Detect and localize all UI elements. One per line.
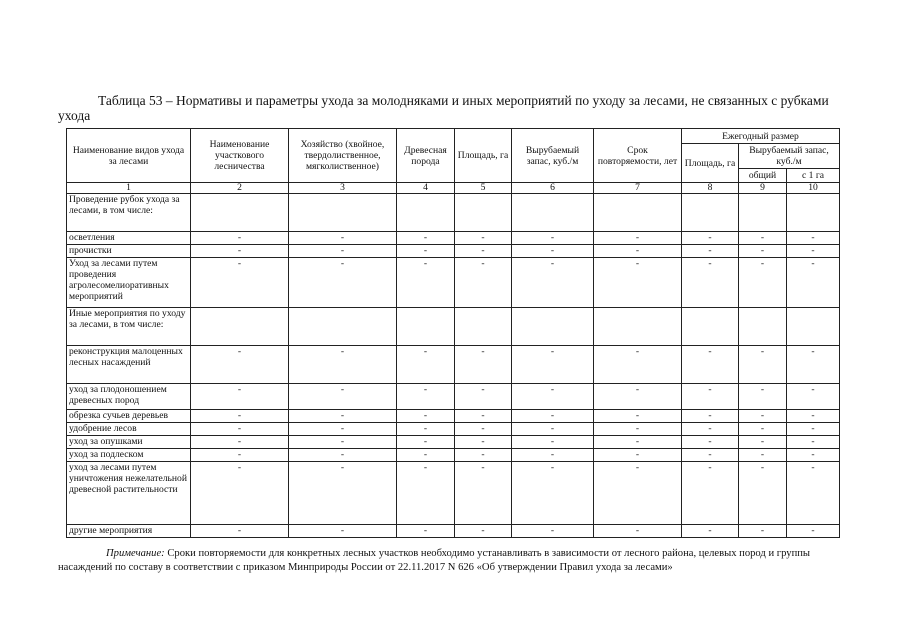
table-cell xyxy=(739,308,787,346)
table-row xyxy=(67,194,840,232)
column-numbers-row xyxy=(67,183,840,194)
table-cell: - xyxy=(512,258,594,308)
table-cell: - xyxy=(682,346,739,384)
footnote xyxy=(58,547,848,575)
table-cell xyxy=(787,194,840,232)
table-cell: - xyxy=(594,232,682,245)
footnote-text: Сроки повторяемости для конкретных лесных участков необходимо устанавливать в зависимости от лесного района, целевых пород и группы насаждений по составу в соответствии с приказом Минприроды России от 22.11.2017 N 626 «Об утверждении Правил ухода за лесами» xyxy=(58,548,811,573)
header-kind: Наименование видов ухода за лесами xyxy=(67,129,191,183)
header-annual-area: Площадь, га xyxy=(682,144,739,183)
table-cell: - xyxy=(191,436,289,449)
table-cell: - xyxy=(787,346,840,384)
table-cell: - xyxy=(191,410,289,423)
header-period: Срок повторяемости, лет xyxy=(594,129,682,183)
row-name: Проведение рубок ухода за лесами, в том числе: xyxy=(67,194,191,232)
table-cell: - xyxy=(397,436,455,449)
table-cell: - xyxy=(397,410,455,423)
header-area: Площадь, га xyxy=(455,129,512,183)
table-cell: - xyxy=(289,245,397,258)
table-cell: - xyxy=(787,436,840,449)
table-cell: - xyxy=(787,384,840,410)
table-cell: - xyxy=(787,462,840,525)
row-name: удобрение лесов xyxy=(67,423,191,436)
table-cell: - xyxy=(455,449,512,462)
forest-care-table xyxy=(66,128,840,538)
table-cell: - xyxy=(787,245,840,258)
table-cell: - xyxy=(594,258,682,308)
table-cell: - xyxy=(682,245,739,258)
table-cell: - xyxy=(739,384,787,410)
table-cell: - xyxy=(191,423,289,436)
row-name: уход за плодоношением древесных пород xyxy=(67,384,191,410)
table-cell: - xyxy=(397,462,455,525)
column-number: 5 xyxy=(455,183,512,194)
table-cell: - xyxy=(682,525,739,538)
table-cell xyxy=(289,194,397,232)
table-cell: - xyxy=(397,423,455,436)
table-cell xyxy=(682,308,739,346)
table-cell: - xyxy=(594,410,682,423)
column-number: 3 xyxy=(289,183,397,194)
table-row xyxy=(67,423,840,436)
table-cell: - xyxy=(682,462,739,525)
table-cell: - xyxy=(289,410,397,423)
table-cell xyxy=(682,194,739,232)
table-cell: - xyxy=(787,232,840,245)
row-name: обрезка сучьев деревьев xyxy=(67,410,191,423)
table-cell: - xyxy=(512,436,594,449)
table-cell: - xyxy=(397,384,455,410)
table-cell: - xyxy=(289,462,397,525)
table-cell: - xyxy=(397,232,455,245)
table-cell: - xyxy=(289,232,397,245)
table-cell: - xyxy=(739,525,787,538)
table-title: Таблица 53 – Нормативы и параметры ухода за молодняками и иных мероприятий по уходу за лесами, не связанных с рубками ухода xyxy=(58,93,829,123)
table-cell: - xyxy=(397,449,455,462)
table-cell: - xyxy=(397,346,455,384)
table-cell: - xyxy=(455,436,512,449)
table-cell: - xyxy=(455,462,512,525)
column-number: 7 xyxy=(594,183,682,194)
table-cell: - xyxy=(512,346,594,384)
table-row xyxy=(67,258,840,308)
column-number: 2 xyxy=(191,183,289,194)
table-cell: - xyxy=(289,436,397,449)
table-cell: - xyxy=(191,232,289,245)
table-row xyxy=(67,449,840,462)
table-cell xyxy=(787,308,840,346)
table-cell: - xyxy=(787,449,840,462)
table-cell: - xyxy=(455,410,512,423)
table-cell: - xyxy=(289,384,397,410)
column-number: 4 xyxy=(397,183,455,194)
table-cell: - xyxy=(512,525,594,538)
table-cell xyxy=(397,194,455,232)
row-name: Иные мероприятия по уходу за лесами, в том числе: xyxy=(67,308,191,346)
table-cell: - xyxy=(289,525,397,538)
table-cell: - xyxy=(191,346,289,384)
row-name: Уход за лесами путем проведения агролесомелиоративных мероприятий xyxy=(67,258,191,308)
table-cell: - xyxy=(739,423,787,436)
table-cell: - xyxy=(455,384,512,410)
table-row xyxy=(67,308,840,346)
header-stock: Вырубаемый запас, куб./м xyxy=(512,129,594,183)
table-row xyxy=(67,410,840,423)
table-cell: - xyxy=(455,423,512,436)
table-row xyxy=(67,436,840,449)
row-name: реконструкция малоценных лесных насаждений xyxy=(67,346,191,384)
column-number: 10 xyxy=(787,183,840,194)
table-cell: - xyxy=(682,436,739,449)
header-per-ha: с 1 га xyxy=(787,169,840,183)
footnote-label: Примечание: xyxy=(106,548,165,559)
table-cell: - xyxy=(397,245,455,258)
table-cell: - xyxy=(512,245,594,258)
row-name: уход за лесами путем уничтожения нежелательной древесной растительности xyxy=(67,462,191,525)
column-number: 1 xyxy=(67,183,191,194)
table-cell: - xyxy=(191,462,289,525)
table-cell: - xyxy=(455,346,512,384)
table-cell: - xyxy=(512,410,594,423)
table-cell: - xyxy=(455,258,512,308)
table-cell: - xyxy=(594,384,682,410)
table-cell: - xyxy=(191,245,289,258)
column-number: 6 xyxy=(512,183,594,194)
table-row xyxy=(67,384,840,410)
table-cell: - xyxy=(512,449,594,462)
table-cell: - xyxy=(739,462,787,525)
table-cell: - xyxy=(512,462,594,525)
table-cell: - xyxy=(739,449,787,462)
table-cell: - xyxy=(739,245,787,258)
row-name: другие мероприятия xyxy=(67,525,191,538)
table-cell: - xyxy=(787,423,840,436)
row-name: осветления xyxy=(67,232,191,245)
header-economy: Хозяйство (хвойное, твердолиственное, мягколиственное) xyxy=(289,129,397,183)
table-cell: - xyxy=(512,232,594,245)
header-total: общий xyxy=(739,169,787,183)
table-cell xyxy=(455,194,512,232)
table-cell: - xyxy=(682,449,739,462)
table-cell xyxy=(594,194,682,232)
table-cell: - xyxy=(739,258,787,308)
table-cell xyxy=(191,194,289,232)
table-cell xyxy=(594,308,682,346)
table-cell: - xyxy=(191,525,289,538)
table-cell xyxy=(739,194,787,232)
table-cell: - xyxy=(455,525,512,538)
header-annual-stock: Вырубаемый запас, куб./м xyxy=(739,144,840,169)
table-cell: - xyxy=(682,384,739,410)
table-cell: - xyxy=(594,245,682,258)
table-cell: - xyxy=(739,436,787,449)
table-cell: - xyxy=(594,462,682,525)
table-cell: - xyxy=(682,423,739,436)
table-cell xyxy=(397,308,455,346)
table-cell: - xyxy=(682,232,739,245)
table-cell: - xyxy=(739,410,787,423)
column-number: 8 xyxy=(682,183,739,194)
table-cell: - xyxy=(512,384,594,410)
table-row xyxy=(67,245,840,258)
table-cell xyxy=(455,308,512,346)
table-cell xyxy=(191,308,289,346)
table-cell: - xyxy=(682,258,739,308)
table-cell: - xyxy=(739,346,787,384)
table-cell: - xyxy=(682,410,739,423)
table-cell: - xyxy=(289,449,397,462)
table-cell: - xyxy=(594,346,682,384)
table-cell: - xyxy=(787,525,840,538)
table-cell: - xyxy=(289,258,397,308)
table-cell: - xyxy=(455,232,512,245)
table-cell: - xyxy=(191,384,289,410)
column-number: 9 xyxy=(739,183,787,194)
header-annual: Ежегодный размер xyxy=(682,129,840,144)
table-row xyxy=(67,462,840,525)
table-row xyxy=(67,346,840,384)
table-cell: - xyxy=(787,410,840,423)
header-species: Древесная порода xyxy=(397,129,455,183)
table-cell xyxy=(512,194,594,232)
table-cell: - xyxy=(191,258,289,308)
table-cell: - xyxy=(594,436,682,449)
table-cell: - xyxy=(787,258,840,308)
table-row xyxy=(67,232,840,245)
table-cell: - xyxy=(594,525,682,538)
table-cell: - xyxy=(191,449,289,462)
row-name: уход за подлеском xyxy=(67,449,191,462)
table-cell xyxy=(289,308,397,346)
table-cell xyxy=(512,308,594,346)
table-cell: - xyxy=(739,232,787,245)
table-row xyxy=(67,525,840,538)
table-cell: - xyxy=(289,423,397,436)
table-cell: - xyxy=(397,525,455,538)
header-district: Наименование участкового лесничества xyxy=(191,129,289,183)
row-name: уход за опушками xyxy=(67,436,191,449)
table-cell: - xyxy=(512,423,594,436)
table-cell: - xyxy=(289,346,397,384)
table-cell: - xyxy=(594,423,682,436)
row-name: прочистки xyxy=(67,245,191,258)
table-cell: - xyxy=(397,258,455,308)
table-cell: - xyxy=(455,245,512,258)
table-cell: - xyxy=(594,449,682,462)
